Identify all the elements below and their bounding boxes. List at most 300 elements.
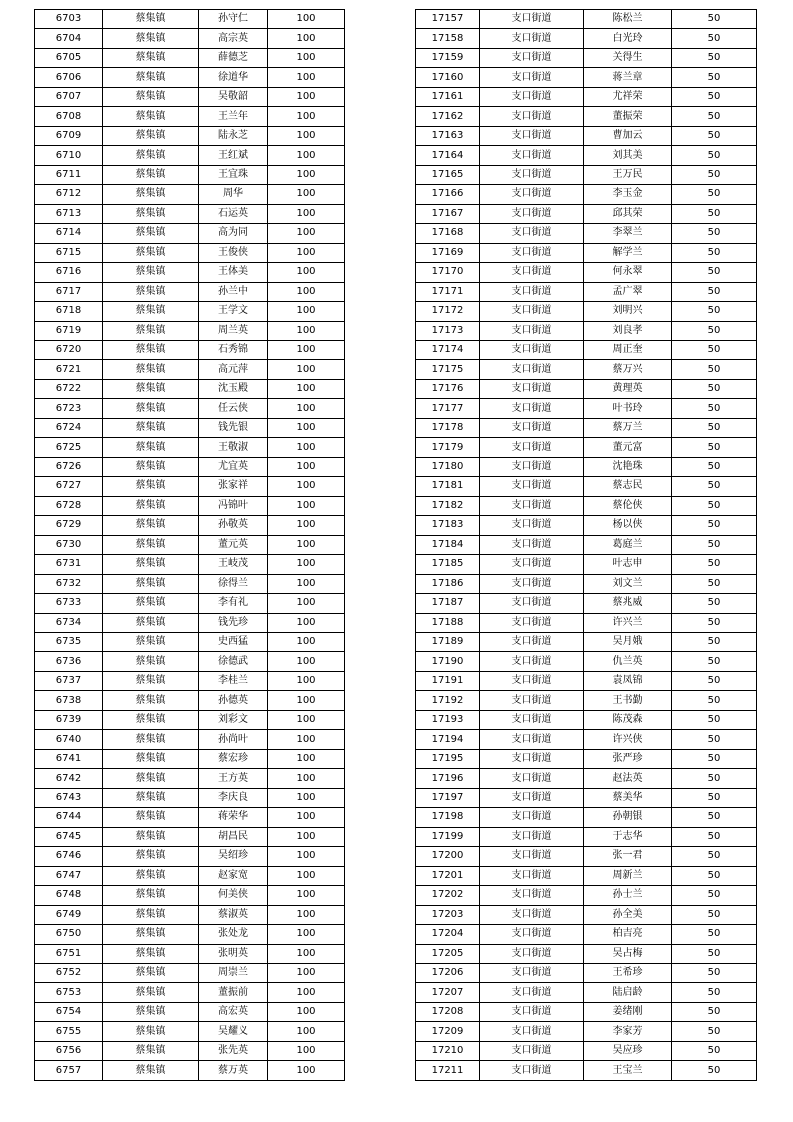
table-row	[416, 107, 757, 126]
serial-number-cell: 6720	[35, 340, 103, 359]
amount-cell: 100	[268, 399, 345, 418]
name-cell: 蔡万兰	[584, 418, 672, 437]
amount-cell: 100	[268, 126, 345, 145]
amount-cell: 50	[672, 185, 757, 204]
table-row	[35, 555, 345, 574]
township-cell: 蔡集镇	[103, 29, 199, 48]
serial-number-cell: 17203	[416, 905, 480, 924]
serial-number-cell: 6749	[35, 905, 103, 924]
name-cell: 沈玉殿	[199, 379, 268, 398]
table-row	[416, 886, 757, 905]
table-row	[35, 1022, 345, 1041]
name-cell: 孙士兰	[584, 886, 672, 905]
serial-number-cell: 17161	[416, 87, 480, 106]
table-row	[416, 730, 757, 749]
name-cell: 刘良孝	[584, 321, 672, 340]
serial-number-cell: 6724	[35, 418, 103, 437]
amount-cell: 100	[268, 827, 345, 846]
township-cell: 支口街道	[480, 185, 584, 204]
name-cell: 周崇兰	[199, 963, 268, 982]
amount-cell: 100	[268, 944, 345, 963]
amount-cell: 100	[268, 1061, 345, 1080]
table-row	[416, 1002, 757, 1021]
township-cell: 支口街道	[480, 1061, 584, 1080]
name-cell: 李庆良	[199, 788, 268, 807]
serial-number-cell: 6742	[35, 769, 103, 788]
name-cell: 黄理英	[584, 379, 672, 398]
table-row	[35, 87, 345, 106]
name-cell: 蔡伦侠	[584, 496, 672, 515]
township-cell: 蔡集镇	[103, 165, 199, 184]
serial-number-cell: 6707	[35, 87, 103, 106]
name-cell: 薛德芝	[199, 48, 268, 67]
township-cell: 蔡集镇	[103, 204, 199, 223]
table-row	[35, 282, 345, 301]
table-row	[416, 516, 757, 535]
amount-cell: 100	[268, 185, 345, 204]
amount-cell: 100	[268, 749, 345, 768]
township-cell: 支口街道	[480, 29, 584, 48]
name-cell: 许兴侠	[584, 730, 672, 749]
serial-number-cell: 6746	[35, 847, 103, 866]
name-cell: 刘明兴	[584, 302, 672, 321]
name-cell: 胡昌民	[199, 827, 268, 846]
township-cell: 支口街道	[480, 983, 584, 1002]
table-row	[416, 652, 757, 671]
serial-number-cell: 17186	[416, 574, 480, 593]
serial-number-cell: 17172	[416, 302, 480, 321]
serial-number-cell: 17175	[416, 360, 480, 379]
table-row	[35, 574, 345, 593]
township-cell: 支口街道	[480, 555, 584, 574]
amount-cell: 50	[672, 10, 757, 29]
amount-cell: 100	[268, 555, 345, 574]
amount-cell: 50	[672, 827, 757, 846]
serial-number-cell: 6733	[35, 594, 103, 613]
amount-cell: 50	[672, 925, 757, 944]
serial-number-cell: 6703	[35, 10, 103, 29]
township-cell: 支口街道	[480, 496, 584, 515]
table-row	[35, 340, 345, 359]
table-row	[35, 399, 345, 418]
table-row	[35, 847, 345, 866]
serial-number-cell: 6739	[35, 710, 103, 729]
table-row	[35, 749, 345, 768]
amount-cell: 50	[672, 126, 757, 145]
serial-number-cell: 17157	[416, 10, 480, 29]
serial-number-cell: 17207	[416, 983, 480, 1002]
amount-cell: 100	[268, 340, 345, 359]
amount-cell: 100	[268, 847, 345, 866]
name-cell: 张家祥	[199, 477, 268, 496]
amount-cell: 100	[268, 10, 345, 29]
name-cell: 李有礼	[199, 594, 268, 613]
amount-cell: 100	[268, 29, 345, 48]
township-cell: 蔡集镇	[103, 457, 199, 476]
township-cell: 蔡集镇	[103, 769, 199, 788]
township-cell: 蔡集镇	[103, 321, 199, 340]
township-cell: 蔡集镇	[103, 710, 199, 729]
name-cell: 白光玲	[584, 29, 672, 48]
township-cell: 蔡集镇	[103, 263, 199, 282]
township-cell: 支口街道	[480, 87, 584, 106]
serial-number-cell: 17190	[416, 652, 480, 671]
table-row	[35, 808, 345, 827]
serial-number-cell: 6743	[35, 788, 103, 807]
table-row	[416, 340, 757, 359]
township-cell: 蔡集镇	[103, 360, 199, 379]
amount-cell: 50	[672, 1022, 757, 1041]
township-cell: 蔡集镇	[103, 808, 199, 827]
township-cell: 蔡集镇	[103, 1002, 199, 1021]
township-cell: 支口街道	[480, 321, 584, 340]
township-cell: 支口街道	[480, 477, 584, 496]
amount-cell: 50	[672, 1041, 757, 1060]
name-cell: 石运英	[199, 204, 268, 223]
name-cell: 钱先银	[199, 418, 268, 437]
amount-cell: 100	[268, 1002, 345, 1021]
table-row	[416, 243, 757, 262]
amount-cell: 50	[672, 671, 757, 690]
table-row	[416, 808, 757, 827]
township-cell: 支口街道	[480, 340, 584, 359]
township-cell: 蔡集镇	[103, 652, 199, 671]
name-cell: 吴敬韶	[199, 87, 268, 106]
name-cell: 叶书玲	[584, 399, 672, 418]
township-cell: 支口街道	[480, 613, 584, 632]
name-cell: 袁凤锦	[584, 671, 672, 690]
table-row	[416, 827, 757, 846]
name-cell: 史西猛	[199, 633, 268, 652]
name-cell: 赵家宽	[199, 866, 268, 885]
serial-number-cell: 6728	[35, 496, 103, 515]
left-table-body	[35, 10, 345, 1081]
name-cell: 李玉金	[584, 185, 672, 204]
table-row	[416, 224, 757, 243]
serial-number-cell: 17180	[416, 457, 480, 476]
name-cell: 周新兰	[584, 866, 672, 885]
amount-cell: 50	[672, 1061, 757, 1080]
serial-number-cell: 17193	[416, 710, 480, 729]
table-row	[35, 496, 345, 515]
table-row	[416, 555, 757, 574]
amount-cell: 100	[268, 886, 345, 905]
table-row	[35, 925, 345, 944]
township-cell: 蔡集镇	[103, 925, 199, 944]
amount-cell: 50	[672, 905, 757, 924]
township-cell: 蔡集镇	[103, 107, 199, 126]
amount-cell: 100	[268, 516, 345, 535]
serial-number-cell: 6708	[35, 107, 103, 126]
name-cell: 赵法英	[584, 769, 672, 788]
serial-number-cell: 6709	[35, 126, 103, 145]
amount-cell: 50	[672, 963, 757, 982]
township-cell: 蔡集镇	[103, 87, 199, 106]
township-cell: 蔡集镇	[103, 788, 199, 807]
name-cell: 王书勤	[584, 691, 672, 710]
serial-number-cell: 6711	[35, 165, 103, 184]
amount-cell: 100	[268, 691, 345, 710]
serial-number-cell: 17169	[416, 243, 480, 262]
amount-cell: 50	[672, 302, 757, 321]
serial-number-cell: 17206	[416, 963, 480, 982]
table-row	[35, 438, 345, 457]
serial-number-cell: 6751	[35, 944, 103, 963]
amount-cell: 50	[672, 535, 757, 554]
serial-number-cell: 6706	[35, 68, 103, 87]
serial-number-cell: 6745	[35, 827, 103, 846]
table-row	[35, 827, 345, 846]
township-cell: 支口街道	[480, 438, 584, 457]
table-row	[416, 847, 757, 866]
serial-number-cell: 6754	[35, 1002, 103, 1021]
name-cell: 杨以侠	[584, 516, 672, 535]
serial-number-cell: 6723	[35, 399, 103, 418]
name-cell: 沈艳珠	[584, 457, 672, 476]
left-roster-table	[34, 9, 345, 1081]
name-cell: 尤祥荣	[584, 87, 672, 106]
name-cell: 吴绍珍	[199, 847, 268, 866]
amount-cell: 50	[672, 243, 757, 262]
township-cell: 支口街道	[480, 535, 584, 554]
serial-number-cell: 17195	[416, 749, 480, 768]
table-row	[35, 243, 345, 262]
amount-cell: 50	[672, 360, 757, 379]
amount-cell: 100	[268, 282, 345, 301]
township-cell: 蔡集镇	[103, 963, 199, 982]
serial-number-cell: 17192	[416, 691, 480, 710]
amount-cell: 50	[672, 555, 757, 574]
amount-cell: 100	[268, 302, 345, 321]
township-cell: 支口街道	[480, 574, 584, 593]
township-cell: 支口街道	[480, 302, 584, 321]
township-cell: 支口街道	[480, 594, 584, 613]
serial-number-cell: 17171	[416, 282, 480, 301]
table-row	[416, 671, 757, 690]
table-row	[35, 594, 345, 613]
amount-cell: 100	[268, 769, 345, 788]
name-cell: 蔡万兴	[584, 360, 672, 379]
amount-cell: 50	[672, 652, 757, 671]
township-cell: 支口街道	[480, 925, 584, 944]
name-cell: 孙兰中	[199, 282, 268, 301]
amount-cell: 100	[268, 925, 345, 944]
township-cell: 支口街道	[480, 963, 584, 982]
serial-number-cell: 17210	[416, 1041, 480, 1060]
serial-number-cell: 6717	[35, 282, 103, 301]
amount-cell: 50	[672, 457, 757, 476]
township-cell: 蔡集镇	[103, 224, 199, 243]
right-table-body	[416, 10, 757, 1081]
amount-cell: 50	[672, 749, 757, 768]
name-cell: 邱其荣	[584, 204, 672, 223]
serial-number-cell: 17181	[416, 477, 480, 496]
amount-cell: 100	[268, 594, 345, 613]
township-cell: 支口街道	[480, 68, 584, 87]
township-cell: 蔡集镇	[103, 671, 199, 690]
serial-number-cell: 17199	[416, 827, 480, 846]
table-row	[416, 282, 757, 301]
serial-number-cell: 17178	[416, 418, 480, 437]
name-cell: 蔡兆威	[584, 594, 672, 613]
serial-number-cell: 6756	[35, 1041, 103, 1060]
township-cell: 支口街道	[480, 691, 584, 710]
township-cell: 蔡集镇	[103, 866, 199, 885]
name-cell: 高宏英	[199, 1002, 268, 1021]
township-cell: 支口街道	[480, 730, 584, 749]
township-cell: 蔡集镇	[103, 827, 199, 846]
amount-cell: 100	[268, 224, 345, 243]
township-cell: 蔡集镇	[103, 418, 199, 437]
table-row	[35, 710, 345, 729]
serial-number-cell: 17179	[416, 438, 480, 457]
township-cell: 支口街道	[480, 379, 584, 398]
name-cell: 解学兰	[584, 243, 672, 262]
serial-number-cell: 17168	[416, 224, 480, 243]
township-cell: 支口街道	[480, 1002, 584, 1021]
table-row	[416, 29, 757, 48]
name-cell: 蒋荣华	[199, 808, 268, 827]
name-cell: 张一君	[584, 847, 672, 866]
table-row	[416, 87, 757, 106]
table-row	[35, 263, 345, 282]
serial-number-cell: 17165	[416, 165, 480, 184]
name-cell: 蔡万英	[199, 1061, 268, 1080]
table-row	[35, 535, 345, 554]
township-cell: 蔡集镇	[103, 516, 199, 535]
name-cell: 张明英	[199, 944, 268, 963]
serial-number-cell: 6741	[35, 749, 103, 768]
township-cell: 支口街道	[480, 48, 584, 67]
serial-number-cell: 17202	[416, 886, 480, 905]
amount-cell: 50	[672, 87, 757, 106]
name-cell: 孙尚叶	[199, 730, 268, 749]
amount-cell: 50	[672, 340, 757, 359]
table-row	[35, 633, 345, 652]
name-cell: 刘其美	[584, 146, 672, 165]
serial-number-cell: 6735	[35, 633, 103, 652]
township-cell: 支口街道	[480, 360, 584, 379]
table-row	[35, 321, 345, 340]
amount-cell: 50	[672, 204, 757, 223]
township-cell: 蔡集镇	[103, 282, 199, 301]
table-row	[416, 574, 757, 593]
serial-number-cell: 6715	[35, 243, 103, 262]
table-row	[35, 165, 345, 184]
table-row	[35, 963, 345, 982]
township-cell: 蔡集镇	[103, 613, 199, 632]
township-cell: 蔡集镇	[103, 477, 199, 496]
table-row	[416, 963, 757, 982]
table-row	[416, 1022, 757, 1041]
amount-cell: 100	[268, 905, 345, 924]
name-cell: 刘彩文	[199, 710, 268, 729]
township-cell: 支口街道	[480, 457, 584, 476]
township-cell: 蔡集镇	[103, 1022, 199, 1041]
table-row	[416, 613, 757, 632]
township-cell: 支口街道	[480, 886, 584, 905]
amount-cell: 100	[268, 418, 345, 437]
name-cell: 周兰英	[199, 321, 268, 340]
township-cell: 蔡集镇	[103, 496, 199, 515]
serial-number-cell: 6755	[35, 1022, 103, 1041]
name-cell: 李桂兰	[199, 671, 268, 690]
amount-cell: 50	[672, 944, 757, 963]
amount-cell: 100	[268, 477, 345, 496]
serial-number-cell: 6752	[35, 963, 103, 982]
amount-cell: 100	[268, 68, 345, 87]
township-cell: 支口街道	[480, 671, 584, 690]
right-roster-table	[415, 9, 757, 1081]
table-row	[416, 302, 757, 321]
amount-cell: 50	[672, 691, 757, 710]
serial-number-cell: 17209	[416, 1022, 480, 1041]
table-row	[35, 516, 345, 535]
amount-cell: 50	[672, 399, 757, 418]
serial-number-cell: 6713	[35, 204, 103, 223]
township-cell: 蔡集镇	[103, 905, 199, 924]
township-cell: 蔡集镇	[103, 555, 199, 574]
amount-cell: 100	[268, 496, 345, 515]
amount-cell: 50	[672, 321, 757, 340]
name-cell: 陈松兰	[584, 10, 672, 29]
amount-cell: 50	[672, 29, 757, 48]
name-cell: 孙敬英	[199, 516, 268, 535]
name-cell: 高为同	[199, 224, 268, 243]
name-cell: 孙守仁	[199, 10, 268, 29]
serial-number-cell: 6712	[35, 185, 103, 204]
table-row	[35, 730, 345, 749]
table-row	[416, 691, 757, 710]
amount-cell: 100	[268, 360, 345, 379]
name-cell: 王红斌	[199, 146, 268, 165]
serial-number-cell: 17189	[416, 633, 480, 652]
serial-number-cell: 6721	[35, 360, 103, 379]
serial-number-cell: 6750	[35, 925, 103, 944]
serial-number-cell: 6731	[35, 555, 103, 574]
table-row	[416, 749, 757, 768]
amount-cell: 50	[672, 866, 757, 885]
amount-cell: 50	[672, 847, 757, 866]
name-cell: 陈茂森	[584, 710, 672, 729]
amount-cell: 100	[268, 321, 345, 340]
table-row	[35, 477, 345, 496]
name-cell: 董振荣	[584, 107, 672, 126]
amount-cell: 100	[268, 671, 345, 690]
amount-cell: 100	[268, 535, 345, 554]
amount-cell: 100	[268, 457, 345, 476]
table-row	[35, 613, 345, 632]
amount-cell: 50	[672, 418, 757, 437]
name-cell: 许兴兰	[584, 613, 672, 632]
table-row	[416, 905, 757, 924]
serial-number-cell: 17198	[416, 808, 480, 827]
table-row	[416, 204, 757, 223]
township-cell: 蔡集镇	[103, 399, 199, 418]
township-cell: 支口街道	[480, 243, 584, 262]
amount-cell: 100	[268, 263, 345, 282]
name-cell: 柏吉亮	[584, 925, 672, 944]
name-cell: 徐得兰	[199, 574, 268, 593]
serial-number-cell: 6748	[35, 886, 103, 905]
township-cell: 支口街道	[480, 710, 584, 729]
amount-cell: 50	[672, 983, 757, 1002]
table-row	[35, 944, 345, 963]
name-cell: 冯锦叶	[199, 496, 268, 515]
serial-number-cell: 17167	[416, 204, 480, 223]
amount-cell: 100	[268, 87, 345, 106]
amount-cell: 50	[672, 633, 757, 652]
